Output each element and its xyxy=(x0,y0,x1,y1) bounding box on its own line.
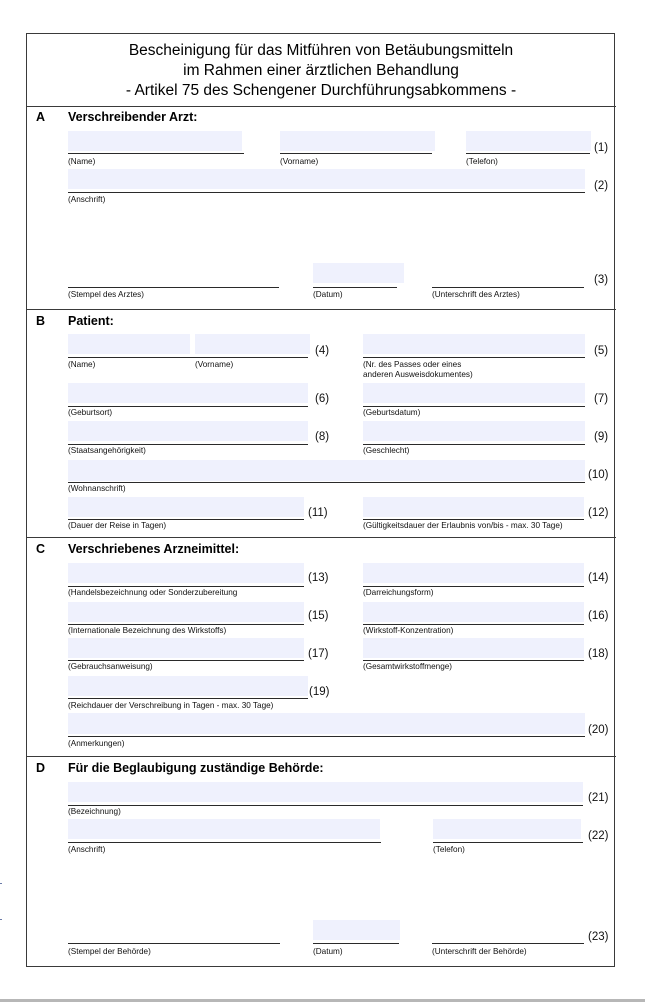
trade-name-input[interactable] xyxy=(68,563,304,583)
underline xyxy=(68,444,308,445)
underline xyxy=(363,357,585,358)
field-number-21: (21) xyxy=(588,792,609,804)
field-number-2: (2) xyxy=(594,180,609,192)
total-quantity-label: (Gesamtwirkstoffmenge) xyxy=(363,662,453,671)
birthplace-label: (Geburtsort) xyxy=(68,408,113,417)
doctor-address-input[interactable] xyxy=(68,169,585,189)
directions-input[interactable] xyxy=(68,638,304,658)
permit-validity-label: (Gültigkeitsdauer der Erlaubnis von/bis - max. 30 Tage) xyxy=(363,521,563,530)
underline xyxy=(68,586,304,587)
field-number-20: (20) xyxy=(588,724,609,736)
doctor-phone-label: (Telefon) xyxy=(466,157,498,166)
inn-input[interactable] xyxy=(68,602,304,622)
doctor-address-label: (Anschrift) xyxy=(68,195,106,204)
section-d-title: Für die Beglaubigung zuständige Behörde: xyxy=(68,761,324,775)
margin-mark xyxy=(0,919,2,920)
field-number-4: (4) xyxy=(315,345,330,357)
total-quantity-input[interactable] xyxy=(363,638,584,658)
residence-address-input[interactable] xyxy=(68,460,585,481)
section-divider xyxy=(26,106,616,107)
concentration-label: (Wirkstoff-Konzentration) xyxy=(363,626,454,635)
underline xyxy=(68,406,308,407)
underline xyxy=(363,519,584,520)
nationality-input[interactable] xyxy=(68,421,308,441)
dosage-form-label: (Darreichungsform) xyxy=(363,588,434,597)
underline xyxy=(68,357,308,358)
patient-firstname-input[interactable] xyxy=(195,334,310,354)
trade-name-label: (Handelsbezeichnung oder Sonderzubereitung xyxy=(68,588,238,597)
field-number-14: (14) xyxy=(588,572,609,584)
residence-address-label: (Wohnanschrift) xyxy=(68,484,126,493)
patient-firstname-label: (Vorname) xyxy=(195,360,234,369)
directions-label: (Gebrauchsanweisung) xyxy=(68,662,153,671)
underline xyxy=(313,943,399,944)
field-number-19: (19) xyxy=(309,686,330,698)
field-number-17: (17) xyxy=(308,648,329,660)
field-number-9: (9) xyxy=(594,431,609,443)
field-number-13: (13) xyxy=(308,572,329,584)
remarks-label: (Anmerkungen) xyxy=(68,739,125,748)
underline xyxy=(313,287,397,288)
underline xyxy=(68,842,381,843)
section-b-letter: B xyxy=(36,314,46,328)
field-number-12: (12) xyxy=(588,507,609,519)
field-number-11: (11) xyxy=(308,507,328,519)
doctor-name-label: (Name) xyxy=(68,157,96,166)
concentration-input[interactable] xyxy=(363,602,584,622)
field-number-22: (22) xyxy=(588,830,609,842)
travel-duration-label: (Dauer der Reise in Tagen) xyxy=(68,521,167,530)
passport-label-line-2: anderen Ausweisdokumentes) xyxy=(363,370,473,379)
field-number-15: (15) xyxy=(308,610,329,622)
underline xyxy=(68,660,304,661)
travel-duration-input[interactable] xyxy=(68,497,304,517)
sex-input[interactable] xyxy=(363,421,585,441)
birthplace-input[interactable] xyxy=(68,383,308,403)
underline xyxy=(363,586,584,587)
underline xyxy=(68,482,585,483)
form-title-line-2: im Rahmen einer ärztlichen Behandlung xyxy=(183,62,459,79)
section-divider xyxy=(26,756,616,757)
doctor-stamp-line xyxy=(68,287,279,288)
underline xyxy=(363,406,585,407)
form-title-line-1: Bescheinigung für das Mitführen von Betäubungsmitteln xyxy=(128,42,514,59)
authority-date-input[interactable] xyxy=(313,920,400,940)
authority-phone-label: (Telefon) xyxy=(433,845,465,854)
authority-name-input[interactable] xyxy=(68,782,583,802)
doctor-signature-label: (Unterschrift des Arztes) xyxy=(432,290,520,299)
nationality-label: (Staatsangehörigkeit) xyxy=(68,446,146,455)
dosage-form-input[interactable] xyxy=(363,563,584,583)
underline xyxy=(68,192,585,193)
authority-name-label: (Bezeichnung) xyxy=(68,807,121,816)
underline xyxy=(68,624,304,625)
field-number-18: (18) xyxy=(588,648,609,660)
remarks-input[interactable] xyxy=(68,713,585,734)
doctor-signature-line[interactable] xyxy=(432,287,584,288)
field-number-16: (16) xyxy=(588,610,609,622)
underline xyxy=(433,842,583,843)
field-number-7: (7) xyxy=(594,393,609,405)
section-c-letter: C xyxy=(36,542,46,556)
section-b-title: Patient: xyxy=(68,314,114,328)
field-number-5: (5) xyxy=(594,345,609,357)
underline xyxy=(68,736,585,737)
inn-label: (Internationale Bezeichnung des Wirkstoffs) xyxy=(68,626,227,635)
authority-signature-line[interactable] xyxy=(432,943,584,944)
underline xyxy=(363,660,584,661)
margin-mark xyxy=(0,883,2,884)
authority-stamp-line xyxy=(68,943,280,944)
section-a-letter: A xyxy=(36,110,46,124)
doctor-date-label: (Datum) xyxy=(313,290,343,299)
doctor-date-input[interactable] xyxy=(313,263,404,283)
form-title-line-3: - Artikel 75 des Schengener Durchführungsabkommens - xyxy=(125,82,517,99)
doctor-firstname-input[interactable] xyxy=(280,131,435,151)
underline xyxy=(68,805,583,806)
patient-name-input[interactable] xyxy=(68,334,190,354)
authority-address-label: (Anschrift) xyxy=(68,845,106,854)
field-number-10: (10) xyxy=(588,469,609,481)
authority-signature-label: (Unterschrift der Behörde) xyxy=(432,947,527,956)
section-a-title: Verschreibender Arzt: xyxy=(68,110,198,124)
underline xyxy=(280,153,432,154)
field-number-3: (3) xyxy=(594,274,609,286)
permit-validity-input[interactable] xyxy=(363,497,584,517)
birthdate-input[interactable] xyxy=(363,383,585,403)
underline xyxy=(68,698,308,699)
sex-label: (Geschlecht) xyxy=(363,446,410,455)
underline xyxy=(466,153,590,154)
authority-date-label: (Datum) xyxy=(313,947,343,956)
underline xyxy=(68,519,304,520)
authority-phone-input[interactable] xyxy=(433,819,581,839)
doctor-name-input[interactable] xyxy=(68,131,242,151)
authority-stamp-label: (Stempel der Behörde) xyxy=(68,947,151,956)
doctor-stamp-label: (Stempel des Arztes) xyxy=(68,290,144,299)
field-number-6: (6) xyxy=(315,393,330,405)
authority-address-input[interactable] xyxy=(68,819,380,839)
passport-label-line-1: (Nr. des Passes oder eines xyxy=(363,360,462,369)
underline xyxy=(68,153,244,154)
section-divider xyxy=(26,537,616,538)
passport-number-input[interactable] xyxy=(363,334,585,354)
section-d-letter: D xyxy=(36,761,46,775)
doctor-firstname-label: (Vorname) xyxy=(280,157,319,166)
section-divider xyxy=(26,309,616,310)
field-number-8: (8) xyxy=(315,431,330,443)
birthdate-label: (Geburtsdatum) xyxy=(363,408,421,417)
underline xyxy=(363,624,584,625)
prescription-duration-input[interactable] xyxy=(68,676,308,696)
section-c-title: Verschriebenes Arzneimittel: xyxy=(68,542,240,556)
underline xyxy=(363,444,585,445)
field-number-1: (1) xyxy=(594,142,609,154)
doctor-phone-input[interactable] xyxy=(466,131,591,151)
patient-name-label: (Name) xyxy=(68,360,96,369)
prescription-duration-label: (Reichdauer der Verschreibung in Tagen - max. 30 Tage) xyxy=(68,701,274,710)
field-number-23: (23) xyxy=(588,931,609,943)
